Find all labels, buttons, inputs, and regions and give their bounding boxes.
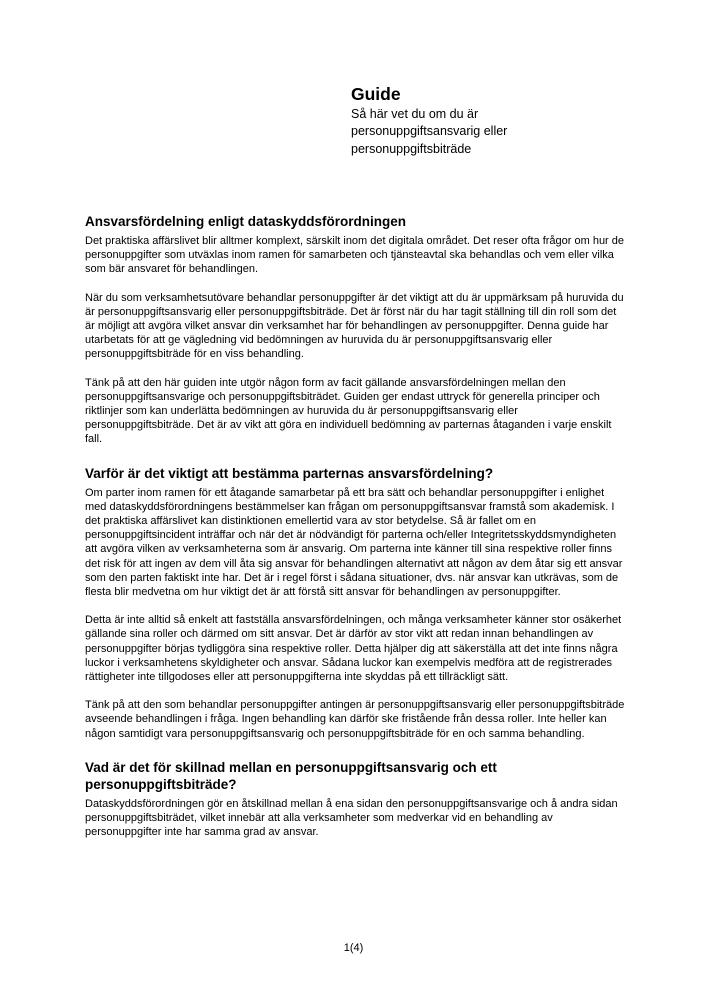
body-paragraph: Dataskyddsförordningen gör en åtskillnad mellan å ena sidan den personuppgiftsansvarige och å andra sidan personuppgiftsbiträdet, vilket innebär att alla verksamheter som medverkar vid en behandling av personuppgifter inte har samma grad av ansvar. xyxy=(85,797,618,839)
document-subtitle-line: personuppgiftsbiträde xyxy=(351,141,472,156)
page-number: 1(4) xyxy=(343,942,364,954)
section-heading: Vad är det för skillnad mellan en personuppgiftsansvarig och ett personuppgiftsbiträde? xyxy=(85,759,497,792)
document-subtitle-line: personuppgiftsansvarig eller xyxy=(351,124,508,139)
body-paragraph: Om parter inom ramen för ett åtagande samarbetar på ett bra sätt och behandlar personuppgifter i enlighet med dataskyddsförordningens bestämmelser kan frågan om personuppgiftsansvar framstå som akademisk. I det praktiska affärslivet kan distinktionen emellertid vara av stor betydelse. Så är fallet om en personuppgiftsincident inträffar och när det är nödvändigt för parterna och/eller Integritetsskyddsmyndigheten att avgöra vilken av verksamheterna som är ansvarig. Om parterna inte känner till sina respektive roller finns det risk för att ingen av dem vill åta sig ansvar för behandlingen alternativt att någon av dem åtar sig ett ansvar som den parten faktiskt inte har. Det är i regel först i sådana situationer, dvs. när ansvar kan utkrävas, som de flesta blir medvetna om hur viktigt det är att förstå sitt ansvar för behandlingen av personuppgifter. xyxy=(85,486,623,599)
body-paragraph: Det praktiska affärslivet blir alltmer komplext, särskilt inom det digitala området. Det reser ofta frågor om hur de personuppgifter som utväxlas inom ramen för samarbeten och tjänsteavtal ska behandlas och vem eller vilka som bär ansvaret för behandlingen. xyxy=(85,235,625,276)
body-paragraph: När du som verksamhetsutövare behandlar personuppgifter är det viktigt att du är uppmärksam på huruvida du är personuppgiftsansvarig eller personuppgiftsbiträde. Det är först när du har tagit ställning till din roll som det är möjligt att avgöra vilket ansvar din verksamhet har för behandlingen av personuppgifter. Denna guide har utarbetats för att ge vägledning vid bedömningen av huruvida du är personuppgiftsansvarig eller personuppgiftsbiträde för en viss behandling. xyxy=(85,291,624,361)
document-title: Guide xyxy=(351,84,401,104)
body-paragraph: Detta är inte alltid så enkelt att fastställa ansvarsfördelningen, och många verksamheter känner stor osäkerhet gällande sina roller och därmed om sitt ansvar. Det är därför av stor vikt att redan innan behandlingen av personuppgifter börjas tydliggöra sina respektive roller. Detta hjälper dig att säkerställa att det inte finns några luckor i verksamhetens skyldigheter och ansvar. Sådana luckor kan exempelvis medföra att de registrerades rättigheter inte tillgodoses eller att personuppgifterna inte skyddas på ett tillräckligt sätt. xyxy=(85,614,622,684)
body-paragraph: Tänk på att den som behandlar personuppgifter antingen är personuppgiftsansvarig eller personuppgiftsbiträde avseende behandlingen i fråga. Ingen behandling kan därför ske fristående från dessa roller. Inte heller kan någon samtidigt vara personuppgiftsansvarig och personuppgiftsbiträde för en och samma behandling. xyxy=(85,699,625,740)
section-ansvarsfordelning xyxy=(85,213,626,447)
section-heading: Varför är det viktigt att bestämma parternas ansvarsfördelning? xyxy=(85,465,494,481)
document-subtitle-line: Så här vet du om du är xyxy=(351,107,479,121)
section-heading: Ansvarsfördelning enligt dataskyddsförordningen xyxy=(85,214,407,229)
section-skillnad xyxy=(85,759,626,840)
section-varfor-viktigt xyxy=(85,465,626,741)
body-paragraph: Tänk på att den här guiden inte utgör någon form av facit gällande ansvarsfördelningen mellan den personuppgiftsansvarige och personuppgiftsbiträdet. Guiden ger endast uttryck för generella principer och riktlinjer som kan underlätta bedömningen av huruvida du är personuppgiftsansvarig eller personuppgiftsbiträde. Det är av vikt att göra en individuell bedömning av parternas åtaganden i varje enskilt fall. xyxy=(85,376,612,446)
title-block xyxy=(351,84,611,158)
document-body xyxy=(85,213,626,854)
